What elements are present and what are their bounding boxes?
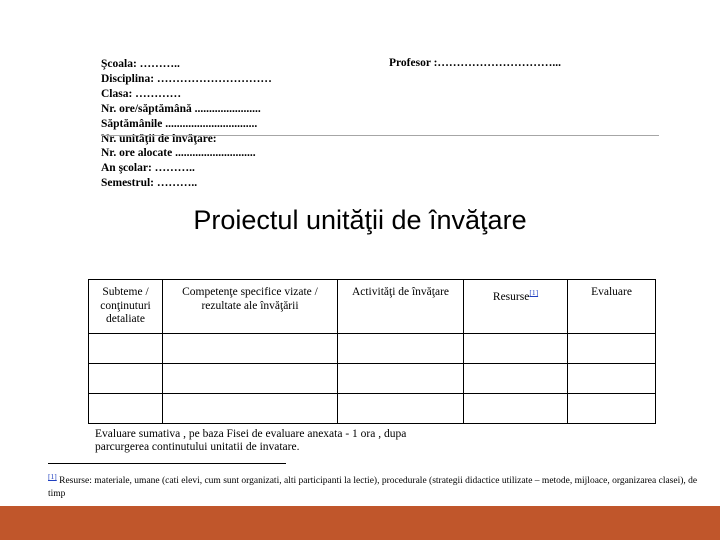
column-header-evaluare: Evaluare	[568, 280, 656, 334]
table-cell[interactable]	[464, 334, 568, 364]
table-cell[interactable]	[163, 364, 338, 394]
field-semestrul: Semestrul: ………..	[101, 177, 198, 190]
table-cell[interactable]	[338, 364, 464, 394]
table-cell[interactable]	[89, 394, 163, 424]
table-cell[interactable]	[338, 334, 464, 364]
column-header-subteme: Subteme / conţinuturi detaliate	[89, 280, 163, 334]
field-clasa: Clasa: …………	[101, 87, 182, 100]
column-header-resurse	[464, 280, 568, 334]
table-header-row	[89, 280, 656, 334]
field-saptamanile: Săptămânile ................................	[101, 117, 258, 130]
field-disciplina: Disciplina: …………………………	[101, 72, 272, 85]
field-scoala: Şcoala: ………..	[101, 58, 180, 70]
field-ore-alocate: Nr. ore alocate ............................	[101, 147, 256, 160]
table-cell[interactable]	[568, 334, 656, 364]
column-header-activitati: Activităţi de învăţare	[338, 280, 464, 334]
table-row	[89, 334, 656, 364]
page-title: Proiectul unităţii de învăţare	[193, 205, 527, 235]
table-cell[interactable]	[568, 394, 656, 424]
evaluation-note-line: Evaluare sumativa , pe baza Fisei de evaluare anexata - 1 ora , dupa	[95, 428, 407, 440]
table-cell[interactable]	[163, 394, 338, 424]
footnote-divider	[48, 463, 286, 464]
accent-band	[0, 506, 720, 540]
table-cell[interactable]	[163, 334, 338, 364]
table-row	[89, 364, 656, 394]
evaluation-note	[95, 428, 406, 454]
header-divider	[101, 135, 659, 136]
footnote-anchor-link[interactable]: [1]	[48, 472, 57, 481]
table-cell[interactable]	[464, 364, 568, 394]
table-cell[interactable]	[464, 394, 568, 424]
resurse-label: Resurse	[492, 290, 530, 303]
unit-plan-table	[88, 279, 656, 424]
header-fields	[101, 57, 272, 191]
field-nr-unitate: Nr. unităţii de învăţare:	[101, 132, 217, 145]
field-profesor: Profesor :…………………………...	[389, 57, 562, 69]
evaluation-note-line: parcurgerea continutului unitatii de invatare.	[95, 441, 300, 453]
table-cell[interactable]	[89, 334, 163, 364]
table-row	[89, 394, 656, 424]
table-cell[interactable]	[338, 394, 464, 424]
column-header-competente: Competenţe specifice vizate / rezultate ale învăţării	[163, 280, 338, 334]
field-an-scolar: An şcolar: ………..	[101, 162, 195, 175]
field-ore-saptamana: Nr. ore/săptămână .......................	[101, 102, 261, 115]
footnote	[48, 471, 698, 500]
table-cell[interactable]	[568, 364, 656, 394]
footnote-text: Resurse: materiale, umane (cati elevi, cum sunt organizati, alti participanti la lectie), procedurale (strategii didactice utilizate – metode, mijloace, organizarea clasei), de timp	[48, 476, 698, 499]
footnote-ref-link[interactable]: [1]	[529, 288, 539, 297]
table-cell[interactable]	[89, 364, 163, 394]
